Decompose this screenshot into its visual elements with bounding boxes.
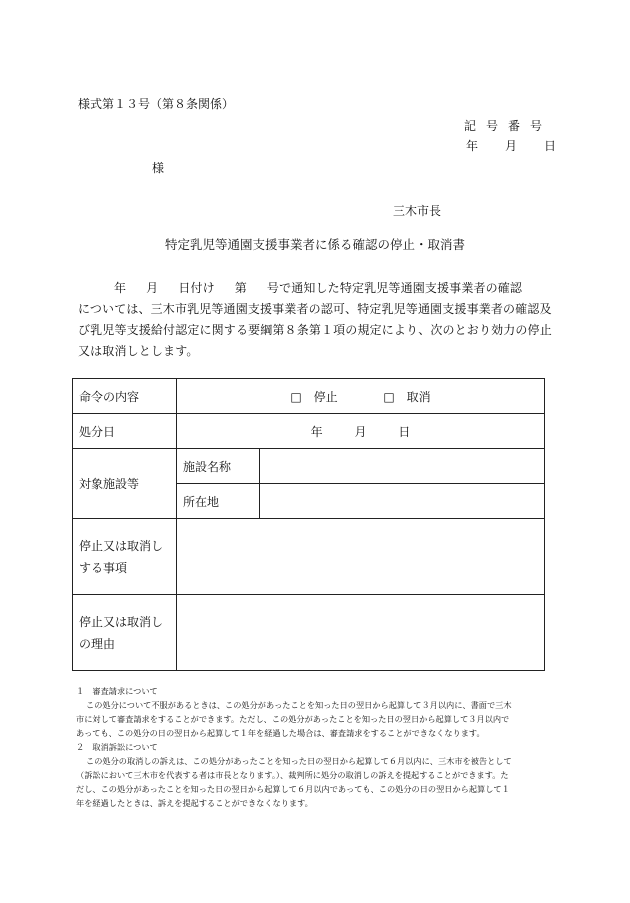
issue-date-year: 年 — [466, 139, 479, 153]
issue-date-month: 月 — [504, 139, 517, 153]
document-number: 記号番号 — [464, 119, 553, 133]
note-1-line-3: あっても、この処分の日の翌日から起算して１年を経過した場合は、審査請求をすることができなくなります。 — [76, 728, 485, 738]
order-options — [177, 379, 545, 414]
matters-field[interactable] — [177, 519, 545, 595]
body-line-1 — [78, 278, 553, 299]
reason-field[interactable] — [177, 595, 545, 671]
body-line-3: び乳児等支援給付認定に関する要綱第８条第１項の規定により、次のとおり効力の停止 — [78, 323, 552, 337]
note-1-heading: １ 審査請求について — [76, 686, 158, 696]
order-label: 命令の内容 — [73, 379, 177, 414]
matters-label-line-1: 停止又は取消し — [79, 538, 164, 553]
note-1-line-1: この処分について不服があるときは、この処分があったことを知った日の翌日から起算して３月以内に、書面で三木 — [86, 700, 512, 710]
disposition-date-year: 年 — [310, 424, 323, 439]
issuer: 三木市長 — [393, 204, 442, 218]
issue-date — [466, 138, 556, 154]
issue-date-day: 日 — [543, 139, 556, 153]
document-title: 特定乳児等通園支援事業者に係る確認の停止・取消書 — [164, 237, 465, 252]
body-line-4: 又は取消しとします。 — [78, 344, 199, 358]
facility-location-label: 所在地 — [177, 484, 260, 519]
note-2-line-1: この処分の取消しの訴えは、この処分があったことを知った日の翌日から起算して６月以内に、三木市を被告として — [86, 756, 512, 766]
note-1-line-2: 市に対して審査請求をすることができます。ただし、この処分があったことを知った日の翌日から起算して３月以内で — [76, 714, 510, 724]
disposition-date-day: 日 — [398, 424, 411, 439]
matters-label-line-2: する事項 — [79, 560, 128, 575]
order-row — [73, 379, 545, 414]
facility-label: 対象施設等 — [73, 449, 177, 519]
body-dated: 日付け — [178, 281, 215, 295]
disposition-date-label: 処分日 — [73, 414, 177, 449]
reason-label-line-1: 停止又は取消し — [79, 614, 164, 629]
facility-name-field[interactable] — [260, 449, 545, 484]
body-line1-tail: 号で通知した特定乳児等通園支援事業者の確認 — [266, 281, 523, 295]
matters-label — [73, 519, 177, 595]
matters-row — [73, 519, 545, 595]
form-label: 様式第１３号（第８条関係） — [78, 97, 235, 111]
disposition-table — [72, 378, 545, 671]
stop-checkbox[interactable]: □ 停止 — [290, 389, 338, 404]
note-2-heading: ２ 取消訴訟について — [76, 742, 158, 752]
addressee: 様 — [152, 161, 165, 175]
cancel-checkbox[interactable]: □ 取消 — [383, 389, 431, 404]
disposition-date-month: 月 — [354, 424, 367, 439]
body-line-2: については、三木市乳児等通園支援事業者の認可、特定乳児等通園支援事業者の確認及 — [78, 302, 552, 316]
facility-name-row — [73, 449, 545, 484]
facility-name-label: 施設名称 — [177, 449, 260, 484]
facility-location-field[interactable] — [260, 484, 545, 519]
body-year: 年 — [114, 281, 127, 295]
body-month: 月 — [146, 281, 159, 295]
reason-row — [73, 595, 545, 671]
reason-label — [73, 595, 177, 671]
body-no: 第 — [234, 281, 247, 295]
disposition-date-row — [73, 414, 545, 449]
disposition-date-field[interactable] — [177, 414, 545, 449]
note-2-line-3: だし、この処分があったことを知った日の翌日から起算して６月以内であっても、この処分の日の翌日から起算して１ — [76, 784, 510, 794]
note-2-line-2: （訴訟において三木市を代表する者は市長となります。）、裁判所に処分の取消しの訴えを提起することができます。た — [76, 770, 509, 780]
note-2-line-4: 年を経過したときは、訴えを提起することができなくなります。 — [76, 798, 313, 808]
notes — [76, 684, 556, 810]
reason-label-line-2: の理由 — [79, 636, 116, 651]
body-paragraph — [78, 278, 553, 362]
